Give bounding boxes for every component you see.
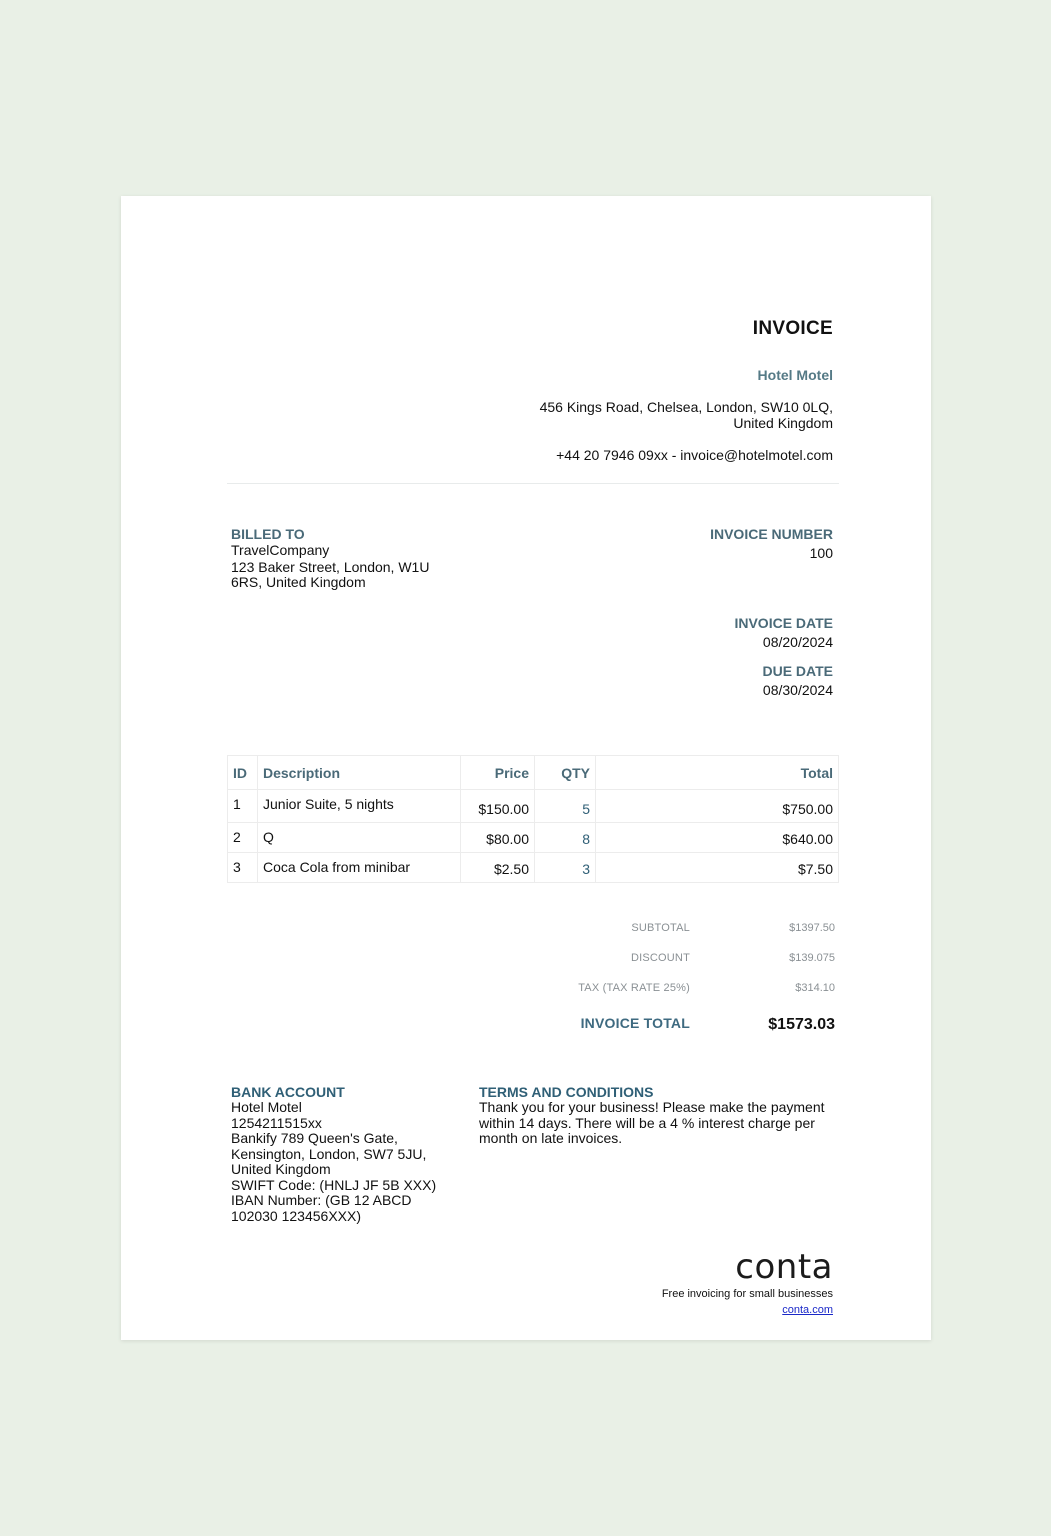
invoice-title: INVOICE (752, 318, 833, 339)
bank-line: 1254211515xx (231, 1114, 322, 1131)
bank-line: IBAN Number: (GB 12 ABCD 102030 123456XXX) (231, 1192, 412, 1224)
invoice-page (121, 196, 931, 1340)
column-header-price: Price (461, 756, 535, 790)
row-total: $750.00 (596, 790, 839, 823)
bank-account-section (231, 1084, 451, 1224)
invoice-date-label: INVOICE DATE (734, 615, 833, 631)
row-total: $640.00 (596, 823, 839, 853)
invoice-number-section (710, 526, 833, 561)
row-description: Q (258, 823, 461, 853)
invoice-number-label: INVOICE NUMBER (710, 526, 833, 542)
row-id: 3 (228, 853, 258, 883)
row-price: $2.50 (461, 853, 535, 883)
column-header-description: Description (258, 756, 461, 790)
tax-row (501, 982, 835, 1012)
company-name: Hotel Motel (757, 367, 833, 383)
discount-label: DISCOUNT (630, 952, 690, 964)
table-row (228, 853, 839, 883)
bank-account-label: BANK ACCOUNT (231, 1084, 345, 1100)
branding (662, 1248, 833, 1318)
row-id: 1 (228, 790, 258, 823)
bank-line: SWIFT Code: (HNLJ JF 5B XXX) (231, 1176, 437, 1193)
subtotal-row (501, 922, 835, 952)
line-items-table (227, 755, 839, 883)
invoice-date-section (734, 615, 833, 650)
row-id: 2 (228, 823, 258, 853)
conta-logo: conta (735, 1247, 833, 1287)
subtotal-value: $1397.50 (789, 922, 835, 934)
conta-link[interactable]: conta.com (782, 1304, 833, 1316)
invoice-total-label: INVOICE TOTAL (580, 1015, 690, 1031)
billed-to-name: TravelCompany (231, 542, 330, 558)
row-description: Coca Cola from minibar (258, 853, 461, 883)
terms-section (479, 1084, 839, 1147)
invoice-total-value: $1573.03 (768, 1016, 835, 1033)
company-contact: +44 20 7946 09xx - invoice@hotelmotel.com (556, 447, 833, 463)
row-description: Junior Suite, 5 nights (258, 790, 461, 823)
discount-row (501, 952, 835, 982)
column-header-total: Total (596, 756, 839, 790)
summary-section (501, 922, 835, 1042)
terms-text: Thank you for your business! Please make the payment within 14 days. There will be a 4 % interest charge per month on late invoices. (479, 1099, 825, 1146)
due-date: 08/30/2024 (762, 682, 833, 698)
table-header-row (228, 756, 839, 790)
tax-value: $314.10 (795, 982, 835, 994)
bank-line: Hotel Motel (231, 1099, 302, 1115)
table-row (228, 790, 839, 823)
billed-to-section (231, 526, 461, 591)
brand-tagline: Free invoicing for small businesses (661, 1288, 833, 1300)
invoice-number: 100 (809, 545, 833, 561)
invoice-date: 08/20/2024 (762, 634, 833, 650)
billed-to-address: 123 Baker Street, London, W1U 6RS, United Kingdom (231, 558, 430, 590)
row-qty: 8 (535, 823, 596, 853)
table-row (228, 823, 839, 853)
row-total: $7.50 (596, 853, 839, 883)
due-date-label: DUE DATE (762, 663, 833, 679)
header-divider (227, 483, 839, 484)
due-date-section (762, 663, 833, 698)
company-address: 456 Kings Road, Chelsea, London, SW10 0LQ, United Kingdom (539, 399, 833, 431)
bank-line: Bankify 789 Queen's Gate, Kensington, London, SW7 5JU, United Kingdom (231, 1130, 427, 1177)
subtotal-label: SUBTOTAL (631, 922, 690, 934)
column-header-id: ID (228, 756, 258, 790)
column-header-qty: QTY (535, 756, 596, 790)
invoice-total-row (501, 1012, 835, 1042)
row-price: $150.00 (461, 790, 535, 823)
discount-value: $139.075 (789, 952, 835, 964)
tax-label: TAX (TAX RATE 25%) (578, 982, 690, 994)
terms-label: TERMS AND CONDITIONS (479, 1084, 654, 1100)
billed-to-label: BILLED TO (231, 526, 305, 542)
row-qty: 3 (535, 853, 596, 883)
row-price: $80.00 (461, 823, 535, 853)
row-qty: 5 (535, 790, 596, 823)
